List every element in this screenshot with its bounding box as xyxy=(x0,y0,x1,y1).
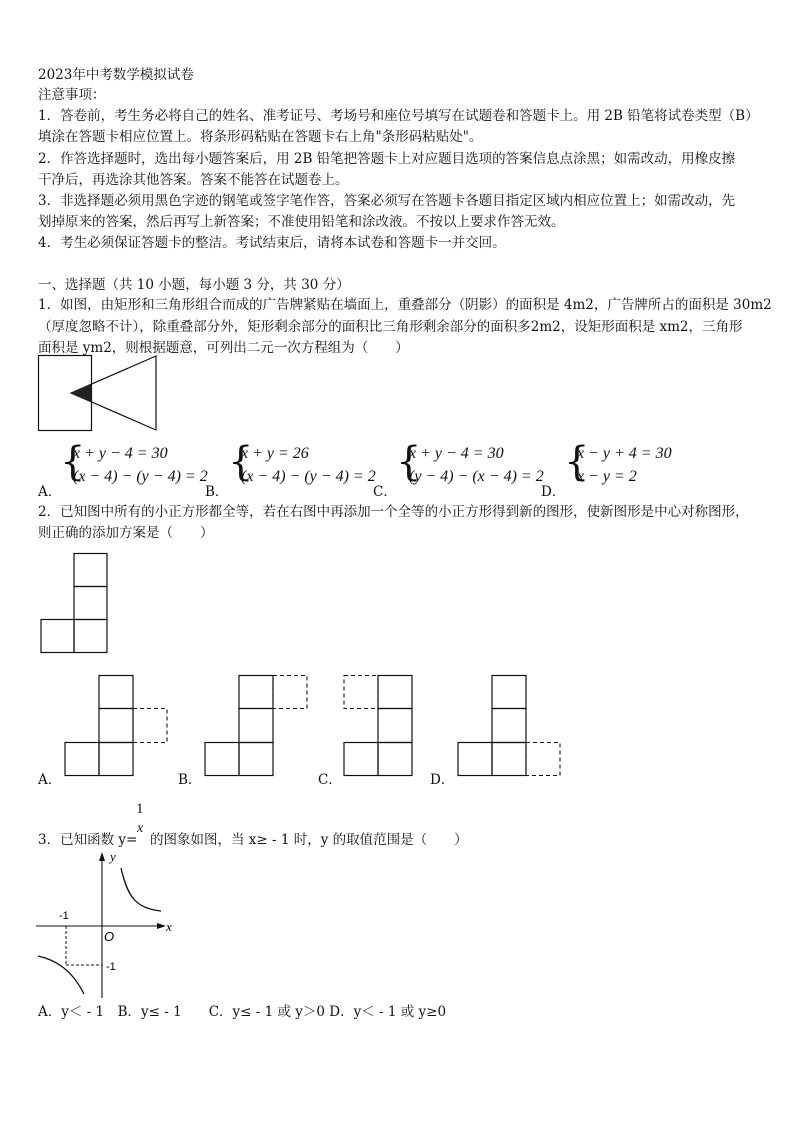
option-letter: C． xyxy=(373,484,397,500)
x-axis-label: x xyxy=(166,919,172,934)
option-letter: D． xyxy=(541,484,566,500)
fraction-numerator: 1 xyxy=(136,801,144,817)
neg-one-y-label: -1 xyxy=(106,961,116,973)
squares-option-figure xyxy=(457,675,562,777)
question-text: 1．如图，由矩形和三角形组合而成的广告牌紧贴在墙面上，重叠部分（阴影）的面积是 4m2，广告牌所占的面积是 30m2 xyxy=(38,297,772,313)
hyperbola-graph xyxy=(36,848,181,998)
exam-title: 2023年中考数学模拟试卷 xyxy=(38,67,194,83)
equation: x − y = 2 xyxy=(577,468,637,485)
notice-line: 2．作答选择题时，选出每小题答案后，用 2B 铅笔把答题卡上对应题目选项的答案信息点涂黑；如需改动，用橡皮擦 xyxy=(38,151,736,167)
squares-option-figure xyxy=(204,675,309,777)
fraction-denominator: x xyxy=(137,821,144,836)
equation: x + y − 4 = 30 xyxy=(73,445,168,462)
option-letter: A． xyxy=(38,484,62,500)
question-text: 3．已知函数 y= xyxy=(38,832,138,848)
equation: x + y = 26 xyxy=(241,445,309,462)
equation: (x − 4) − (y − 4) = 2 xyxy=(73,468,208,485)
squares-option-figure xyxy=(64,675,169,777)
option-letter: B． xyxy=(178,772,202,788)
added-square-dashed xyxy=(273,676,307,709)
answer-options: A．y＜ - 1 B．y≤ - 1 C．y≤ - 1 或 y＞0 D．y＜ - 1 或 y≥0 xyxy=(38,1004,447,1020)
brace: { xyxy=(396,439,422,485)
notice-line: 干净后，再选涂其他答案。答案不能答在试题卷上。 xyxy=(38,172,349,188)
equation: x − y + 4 = 30 xyxy=(577,445,672,462)
notice-line: 填涂在答题卡相应位置上。将条形码粘贴在答题卡右上角"条形码粘贴处"。 xyxy=(38,129,483,145)
section-title: 一、选择题（共 10 小题，每小题 3 分，共 30 分） xyxy=(38,277,350,293)
equation: (x − 4) − (y − 4) = 2 xyxy=(241,468,376,485)
equation: x + y − 4 = 30 xyxy=(409,445,504,462)
question-text: 的图象如图，当 x≥ - 1 时，y 的取值范围是（ ） xyxy=(150,832,468,848)
option-letter: D． xyxy=(430,772,455,788)
billboard-figure xyxy=(38,355,163,431)
question-text: 2．已知图中所有的小正方形都全等，若在右图中再添加一个全等的小正方形得到新的图形，使新图形是中心对称图形， xyxy=(38,504,749,520)
overlap-shading xyxy=(71,384,92,402)
option-letter: C． xyxy=(318,772,342,788)
question-text: 则正确的添加方案是（ ） xyxy=(38,525,214,541)
question-text: （厚度忽略不计），除重叠部分外，矩形剩余部分的面积比三角形剩余部分的面积多2m2，设矩形面积是 xm2，三角形 xyxy=(38,319,743,335)
added-square-dashed xyxy=(133,709,167,743)
brace: { xyxy=(228,439,254,485)
equation: (y − 4) − (x − 4) = 2 xyxy=(409,468,544,485)
notice-line: 划掉原来的答案，然后再写上新答案；不准使用铅笔和涂改液。不按以上要求作答无效。 xyxy=(38,214,565,230)
y-axis-label: y xyxy=(110,849,116,864)
squares-option-figure xyxy=(343,675,415,777)
origin-label: O xyxy=(104,929,115,944)
notice-line: 4．考生必须保证答题卡的整洁。考试结束后，请将本试卷和答题卡一并交回。 xyxy=(38,235,506,251)
option-letter: B． xyxy=(205,484,229,500)
notice-line: 1．答卷前，考生务必将自己的姓名、准考证号、考场号和座位号填写在试题卷和答题卡上。用 2B 铅笔将试卷类型（B） xyxy=(38,108,759,124)
notice-line: 3．非选择题必须用黑色字迹的钢笔或签字笔作答，答案必须写在答题卡各题目指定区域内相应位置上；如需改动，先 xyxy=(38,193,736,209)
added-square-dashed xyxy=(344,676,378,709)
brace: { xyxy=(564,439,590,485)
option-letter: A． xyxy=(38,772,62,788)
question-text: 面积是 ym2，则根据题意，可列出二元一次方程组为（ ） xyxy=(38,340,409,356)
notice-title: 注意事项： xyxy=(38,87,106,103)
added-square-dashed xyxy=(526,743,560,776)
squares-base-figure xyxy=(40,553,110,655)
brace: { xyxy=(60,439,86,485)
neg-one-x-label: -1 xyxy=(59,910,69,922)
